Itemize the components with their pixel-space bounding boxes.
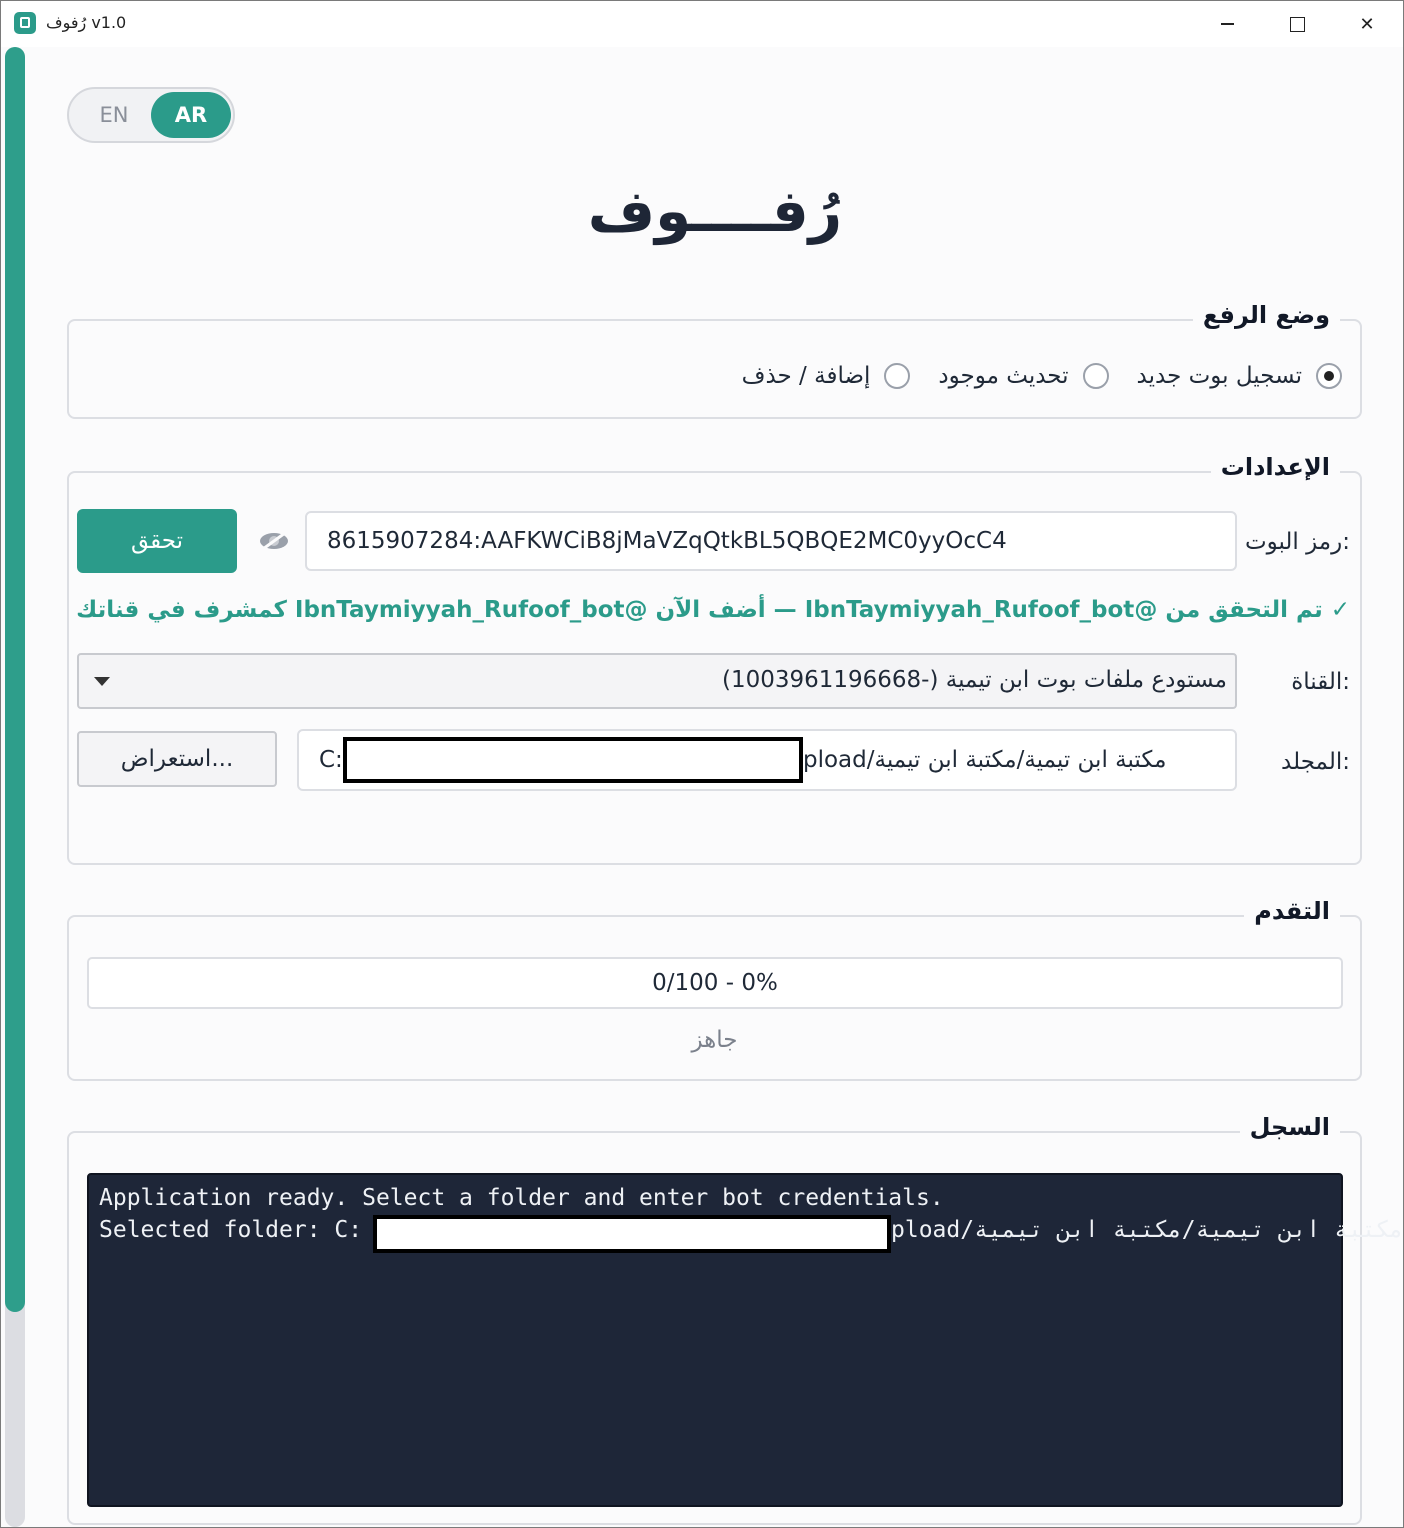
radio-new-bot[interactable]	[1137, 363, 1342, 389]
progress-group	[67, 897, 1362, 1081]
radio-icon[interactable]	[1316, 363, 1342, 389]
app-heading: رُفــــوف	[587, 177, 843, 245]
minimize-icon	[1221, 23, 1234, 25]
log-line-2-prefix: Selected folder: C:	[99, 1217, 363, 1243]
folder-path-input[interactable]	[297, 729, 1237, 791]
channel-select[interactable]	[77, 653, 1237, 709]
log-line-1: Application ready. Select a folder and enter bot credentials.	[99, 1185, 944, 1211]
settings-title: الإعدادات	[1211, 453, 1340, 481]
settings-group	[67, 453, 1362, 865]
language-toggle[interactable]	[67, 87, 235, 143]
log-title: السجل	[1240, 1113, 1340, 1141]
window-title: رُفوف v1.0	[46, 13, 127, 32]
minimize-button[interactable]	[1192, 1, 1262, 47]
language-ar-option[interactable]: AR	[151, 92, 231, 138]
close-button[interactable]	[1332, 1, 1402, 47]
bot-token-input[interactable]: 8615907284:AAFKWCiB8jMaVZqQtkBL5QBQE2MC0yyOcC4	[305, 511, 1237, 571]
close-icon: ✕	[1359, 13, 1375, 35]
bot-token-label: رمز البوت:	[1244, 529, 1350, 555]
redacted-path-box	[343, 737, 803, 783]
verify-status-text: ✓ تم التحقق من @IbnTaymiyyah_Rufoof_bot — أضف الآن @IbnTaymiyyah_Rufoof_bot كمشرف في قناتك	[76, 597, 1350, 623]
channel-selected-value: مستودع ملفات بوت ابن تيمية (-1003961196668)	[721, 667, 1227, 693]
upload-mode-group	[67, 301, 1362, 419]
radio-add-remove-label: إضافة / حذف	[741, 363, 871, 389]
app-icon	[14, 12, 36, 34]
channel-label: القناة:	[1291, 669, 1350, 695]
dropdown-arrow-icon	[94, 677, 110, 686]
radio-new-bot-label: تسجيل بوت جديد	[1136, 363, 1302, 389]
upload-mode-title: وضع الرفع	[1193, 301, 1340, 329]
radio-icon[interactable]	[1083, 363, 1109, 389]
progress-title: التقدم	[1244, 897, 1340, 925]
title-bar	[1, 1, 1403, 47]
folder-path-suffix: pload/مكتبة ابن تيمية/مكتبة ابن تيمية	[803, 747, 1167, 773]
radio-update-existing[interactable]	[938, 363, 1108, 389]
progress-bar	[87, 957, 1343, 1009]
eye-icon[interactable]	[259, 531, 289, 551]
log-group	[67, 1113, 1404, 1525]
scrollbar-thumb[interactable]	[5, 47, 25, 1312]
radio-update-existing-label: تحديث موجود	[938, 363, 1069, 389]
verify-button[interactable]: تحقق	[77, 509, 237, 573]
maximize-button[interactable]	[1262, 1, 1332, 47]
log-console[interactable]	[87, 1173, 1404, 1507]
maximize-icon	[1290, 17, 1305, 32]
redacted-log-path-box	[373, 1215, 891, 1253]
folder-label: المجلد:	[1281, 749, 1350, 775]
progress-status: جاهز	[691, 1027, 738, 1053]
language-en-option[interactable]: EN	[99, 103, 129, 127]
folder-path-prefix: C:	[319, 747, 343, 773]
log-line-2-suffix: pload/مكتبة ابن تيمية/مكتبة ابن تيمية	[891, 1217, 1404, 1243]
upload-mode-options	[714, 363, 1342, 389]
progress-text: 0/100 - 0%	[652, 970, 778, 996]
browse-button[interactable]: استعراض...	[77, 731, 277, 787]
radio-add-remove[interactable]	[742, 363, 911, 389]
radio-icon[interactable]	[884, 363, 910, 389]
